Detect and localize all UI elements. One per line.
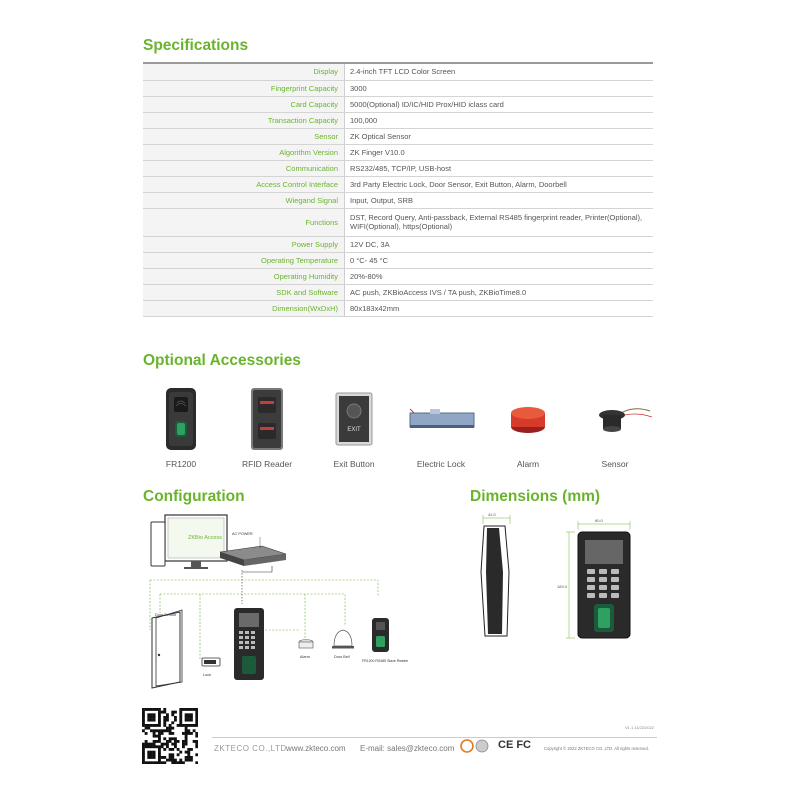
spec-row xyxy=(143,160,653,176)
spec-value: 2.4-inch TFT LCD Color Screen xyxy=(345,64,654,80)
computer-monitor xyxy=(151,515,227,569)
dimensions-diagram xyxy=(465,512,665,647)
electric-lock-image xyxy=(396,383,486,455)
height-label: 183.0 xyxy=(557,584,568,589)
spec-label: Display xyxy=(143,64,345,80)
spec-label: Algorithm Version xyxy=(143,144,345,160)
sensor-image xyxy=(570,383,660,455)
spec-value: RS232/485, TCP/IP, USB-host xyxy=(345,160,654,176)
qr-code xyxy=(142,708,198,764)
spec-row xyxy=(143,128,653,144)
specifications-table xyxy=(143,64,653,317)
spec-row xyxy=(143,96,653,112)
alarm-image xyxy=(483,383,573,455)
reader-label: FR1200 RS485 Slave Reader xyxy=(362,659,409,663)
fr1200-image xyxy=(136,383,226,455)
switch-label: AC POWER xyxy=(232,532,253,536)
spec-row xyxy=(143,284,653,300)
spec-label: Wiegand Signal xyxy=(143,192,345,208)
spec-value: ZK Finger V10.0 xyxy=(345,144,654,160)
spec-label: Sensor xyxy=(143,128,345,144)
accessory-label: RFID Reader xyxy=(241,459,293,469)
accessory-label: Exit Button xyxy=(333,459,375,469)
spec-row xyxy=(143,208,653,236)
footer-divider xyxy=(212,737,657,738)
svg-text:EXIT: EXIT xyxy=(347,427,361,433)
spec-row xyxy=(143,192,653,208)
lock-label: Lock xyxy=(203,673,212,677)
spec-label: Dimension(WxDxH) xyxy=(143,300,345,316)
spec-label: Transaction Capacity xyxy=(143,112,345,128)
spec-row xyxy=(143,112,653,128)
f18-device xyxy=(234,608,264,680)
copyright-text: Copyright © 2022 ZKTECO CO.,LTD. All rights reserved. xyxy=(544,746,649,751)
spec-label: Fingerprint Capacity xyxy=(143,80,345,96)
accessory-rfid-reader xyxy=(222,383,312,469)
spec-value: DST, Record Query, Anti-passback, External RS485 fingerprint reader, Printer(Optional), WIFI(Optional), https(Optional) xyxy=(345,208,654,236)
door-sensor-label: Door Sensor xyxy=(155,613,177,617)
spec-row xyxy=(143,252,653,268)
rfid-reader-image xyxy=(222,383,312,455)
email-link[interactable]: E-mail: sales@zkteco.com xyxy=(360,744,455,753)
door-bell-device xyxy=(332,630,354,649)
spec-value: 5000(Optional) ID/IC/HID Prox/HID iclass card xyxy=(345,96,654,112)
accessory-label: Sensor xyxy=(601,459,629,469)
front-width-label: 80.0 xyxy=(595,518,603,523)
software-label: ZKBio Access xyxy=(188,535,222,541)
spec-value: 12V DC, 3A xyxy=(345,236,654,252)
accessory-electric-lock xyxy=(396,383,486,469)
spec-value: 80x183x42mm xyxy=(345,300,654,316)
company-name: ZKTECO CO.,LTD. xyxy=(214,744,290,753)
accessory-label: Electric Lock xyxy=(416,459,466,469)
spec-label: Power Supply xyxy=(143,236,345,252)
certification-icons xyxy=(460,739,540,753)
spec-value: 100,000 xyxy=(345,112,654,128)
spec-value: 20%-80% xyxy=(345,268,654,284)
configuration-title: Configuration xyxy=(143,488,245,505)
specifications-title: Specifications xyxy=(143,37,249,54)
device-side-view xyxy=(481,526,509,636)
accessory-sensor xyxy=(570,383,660,469)
fr1200-reader-device xyxy=(372,618,389,652)
accessory-exit-button xyxy=(309,383,399,469)
spec-label: Access Control Interface xyxy=(143,176,345,192)
lock-device xyxy=(202,658,220,666)
spec-row xyxy=(143,176,653,192)
spec-row xyxy=(143,268,653,284)
spec-value: AC push, ZKBioAccess IVS / TA push, ZKBioTime8.0 xyxy=(345,284,654,300)
exit-button-image xyxy=(309,383,399,455)
spec-row xyxy=(143,144,653,160)
spec-label: Operating Humidity xyxy=(143,268,345,284)
spec-row xyxy=(143,64,653,80)
ce-fc-marks: CE FC xyxy=(498,739,531,751)
spec-value: 3rd Party Electric Lock, Door Sensor, Exit Button, Alarm, Doorbell xyxy=(345,176,654,192)
door xyxy=(152,610,182,688)
spec-label: Card Capacity xyxy=(143,96,345,112)
website-link[interactable]: www.zkteco.com xyxy=(286,744,346,753)
door-bell-label: Door Bell xyxy=(334,655,350,659)
version-text: V1.1 11/22/2022 xyxy=(624,725,654,730)
spec-value: ZK Optical Sensor xyxy=(345,128,654,144)
device-front-view xyxy=(578,532,630,638)
accessory-label: Alarm xyxy=(516,459,540,469)
spec-label: Communication xyxy=(143,160,345,176)
spec-label: Functions xyxy=(143,208,345,236)
footer xyxy=(142,703,662,763)
dimensions-title: Dimensions (mm) xyxy=(470,488,601,505)
accessory-alarm xyxy=(483,383,573,469)
spec-row xyxy=(143,300,653,316)
spec-value: 0 °C- 45 °C xyxy=(345,252,654,268)
spec-value: 3000 xyxy=(345,80,654,96)
alarm-device xyxy=(299,640,313,649)
alarm-label: Alarm xyxy=(300,655,310,659)
spec-label: Operating Temperature xyxy=(143,252,345,268)
spec-row xyxy=(143,80,653,96)
configuration-diagram xyxy=(140,510,420,695)
accessory-label: FR1200 xyxy=(165,459,197,469)
spec-row xyxy=(143,236,653,252)
spec-value: Input, Output, SRB xyxy=(345,192,654,208)
side-width-label: 42.0 xyxy=(488,512,496,517)
spec-label: SDK and Software xyxy=(143,284,345,300)
network-switch xyxy=(220,546,286,566)
accessories-title: Optional Accessories xyxy=(143,352,301,369)
accessory-fr1200 xyxy=(136,383,226,469)
